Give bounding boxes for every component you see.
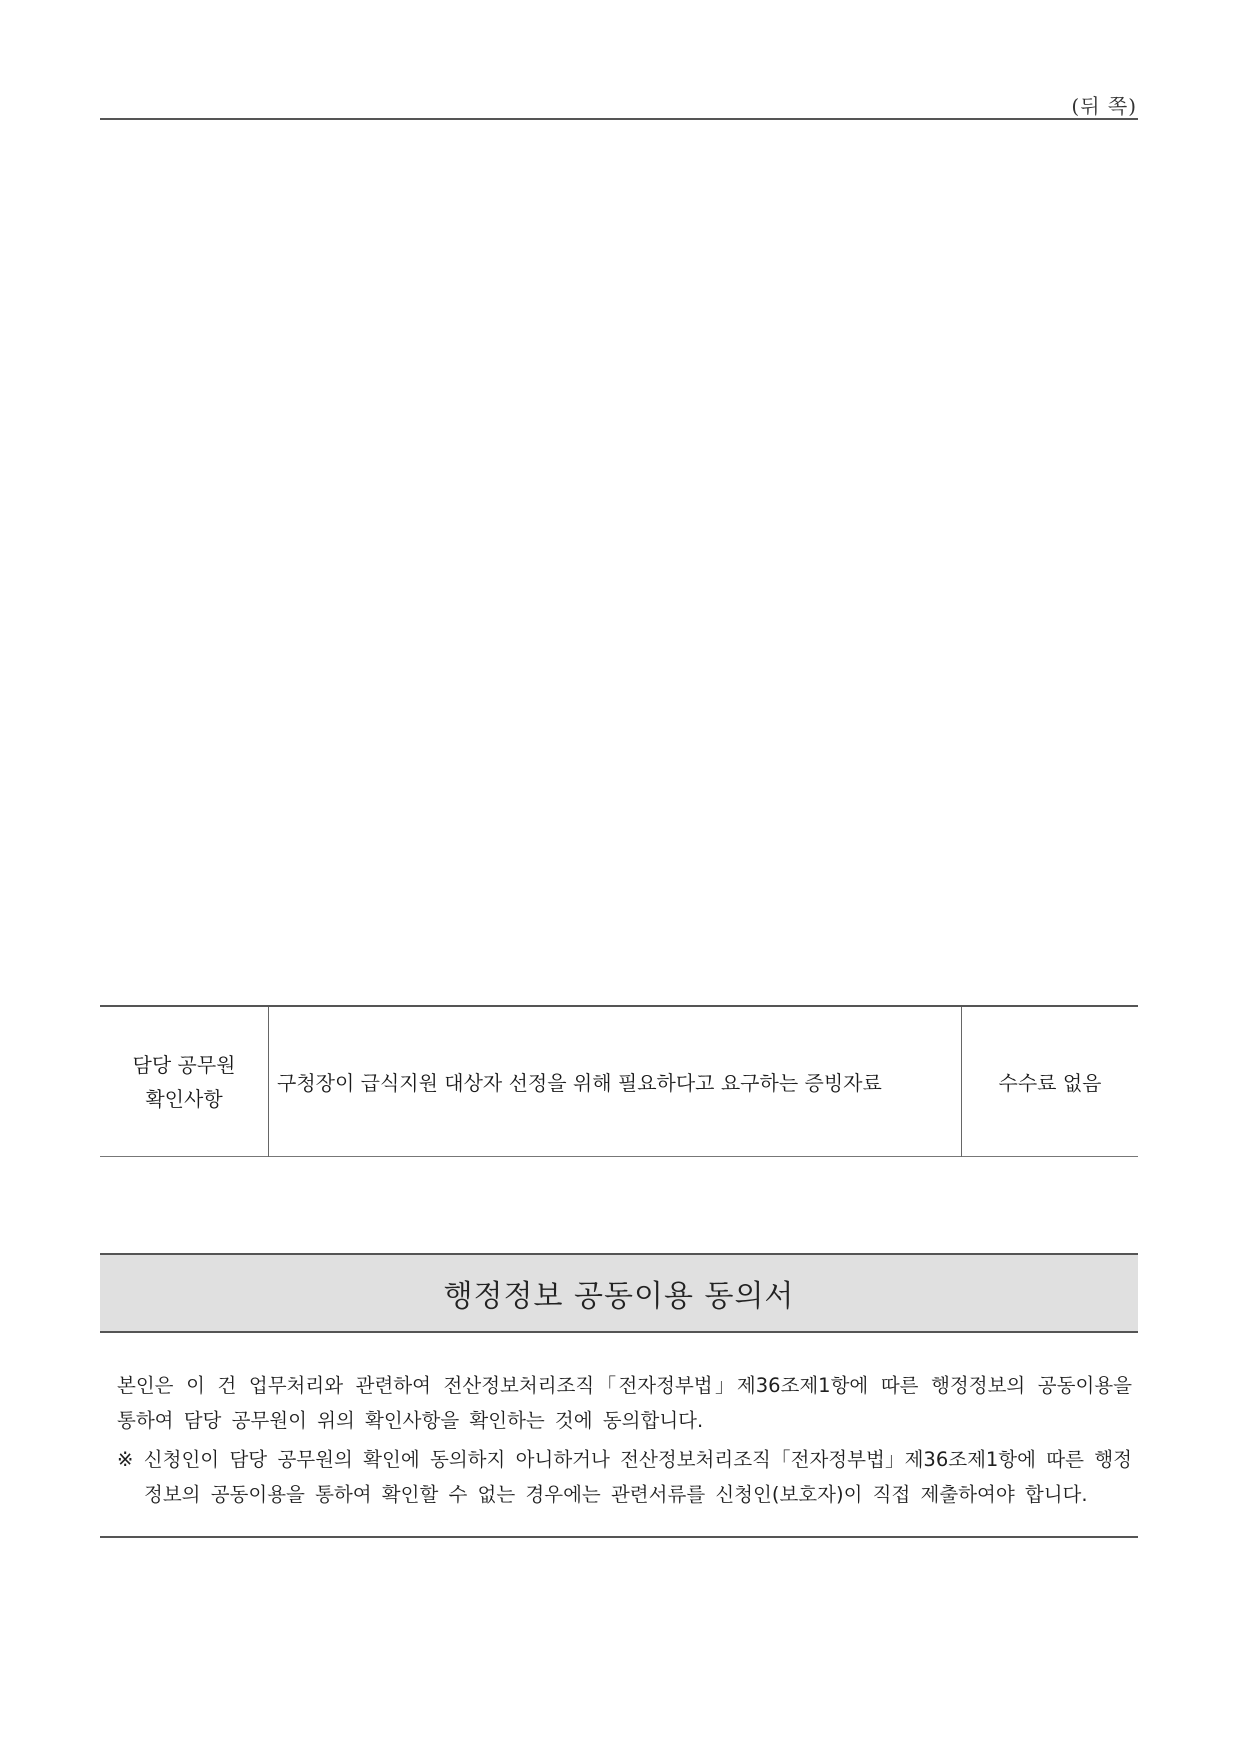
consent-header	[100, 1253, 1138, 1333]
top-divider	[100, 118, 1138, 120]
confirmation-label-cell	[100, 1006, 269, 1157]
table-row	[100, 1006, 1138, 1157]
confirmation-label-line2: 확인사항	[145, 1086, 223, 1111]
page-side-label: (뒤 쪽)	[1071, 94, 1137, 118]
official-confirmation-table	[100, 1005, 1138, 1157]
bottom-divider	[100, 1536, 1138, 1538]
note-text: 신청인이 담당 공무원의 확인에 동의하지 아니하거나 전산정보처리조직「전자정부법」제36조제1항에 따른 행정정보의 공동이용을 통하여 확인할 수 없는 경우에는 관련서류를 신청인(보호자)이 직접 제출하여야 합니다.	[143, 1448, 1132, 1506]
consent-statement: 본인은 이 건 업무처리와 관련하여 전산정보처리조직「전자정부법」제36조제1항에 따른 행정정보의 공동이용을 통하여 담당 공무원이 위의 확인사항을 확인하는 것에 동의합니다.	[117, 1374, 1132, 1432]
consent-title: 행정정보 공동이용 동의서	[443, 1279, 795, 1314]
fee-cell: 수수료 없음	[962, 1006, 1139, 1157]
confirmation-content-cell: 구청장이 급식지원 대상자 선정을 위해 필요하다고 요구하는 증빙자료	[269, 1006, 962, 1157]
confirmation-label-line1: 담당 공무원	[132, 1052, 236, 1077]
consent-note	[117, 1442, 1132, 1512]
note-mark: ※	[117, 1448, 134, 1471]
consent-body	[117, 1368, 1132, 1512]
